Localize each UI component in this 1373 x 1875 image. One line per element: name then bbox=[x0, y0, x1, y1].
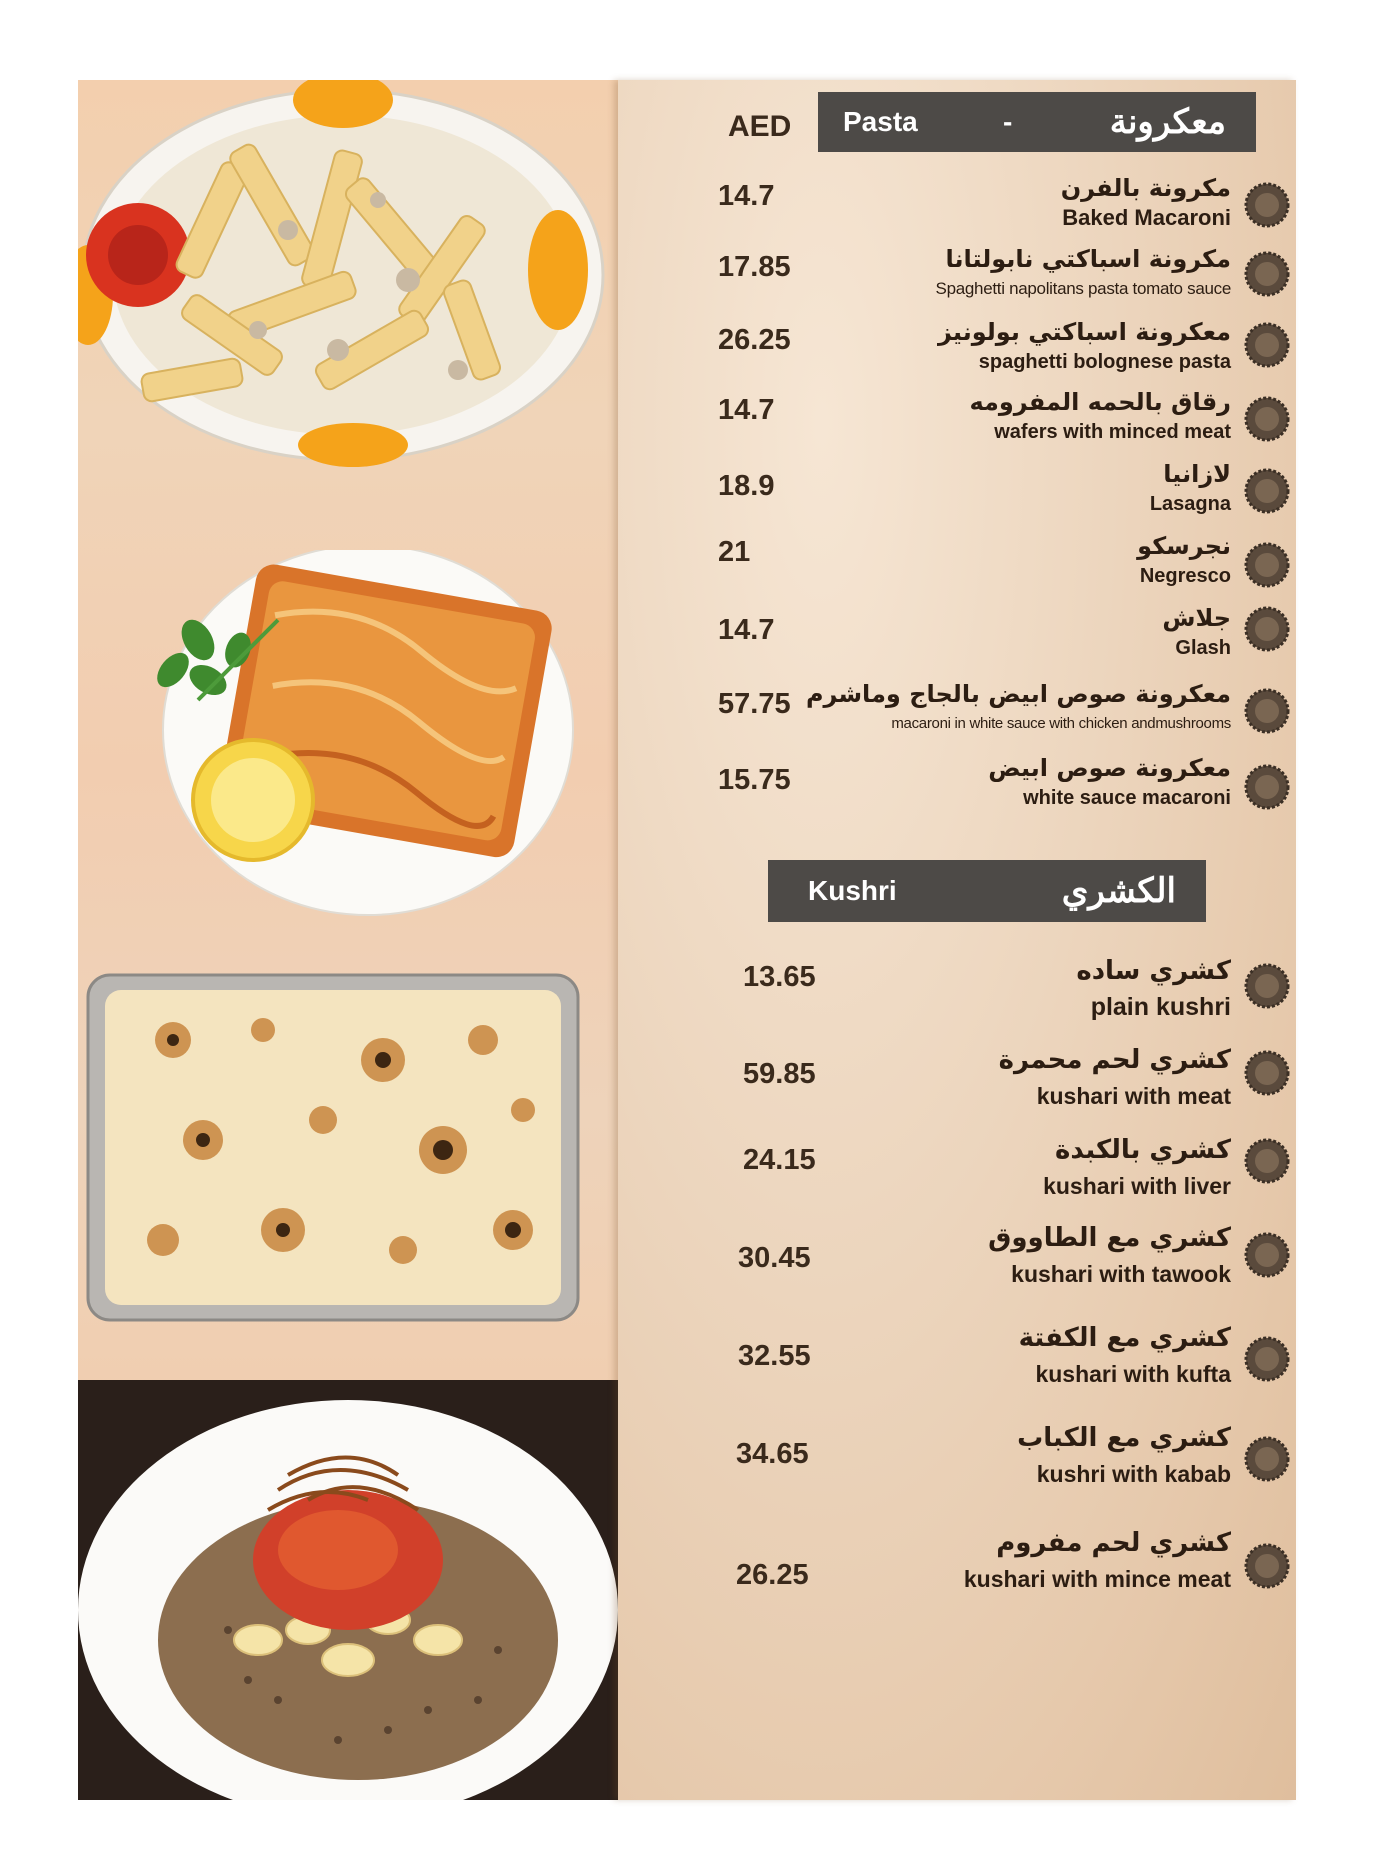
item-name-ar: مكرونة اسباكتي نابولتانا bbox=[945, 245, 1231, 273]
item-name-ar: معكرونة صوص ابيض bbox=[988, 754, 1231, 782]
penne-pasta-photo bbox=[78, 80, 608, 470]
item-names bbox=[969, 386, 1231, 446]
item-price: 18.9 bbox=[718, 470, 775, 502]
item-names bbox=[988, 1220, 1231, 1292]
item-name-ar: نجرسكو bbox=[1137, 532, 1231, 560]
ornament-bullet-icon bbox=[1244, 1336, 1290, 1382]
kushari-photo bbox=[78, 1380, 623, 1800]
ornament-bullet-icon bbox=[1244, 1232, 1290, 1278]
menu-list-panel bbox=[618, 80, 1296, 1800]
pasta-title-en: Pasta bbox=[843, 106, 918, 137]
item-name-en: white sauce macaroni bbox=[1023, 787, 1231, 809]
ornament-bullet-icon bbox=[1244, 1138, 1290, 1184]
item-names bbox=[936, 243, 1231, 303]
currency-label: AED bbox=[728, 110, 792, 143]
item-price: 59.85 bbox=[743, 1058, 816, 1090]
kushri-section-header bbox=[768, 860, 1206, 922]
item-names bbox=[964, 1525, 1231, 1597]
item-name-en: kushari with liver bbox=[1043, 1173, 1231, 1199]
ornament-bullet-icon bbox=[1244, 1436, 1290, 1482]
menu-page bbox=[78, 80, 1296, 1800]
item-name-ar: كشري مع الطاووق bbox=[988, 1223, 1231, 1253]
kushri-title-ar: الكشري bbox=[1061, 872, 1176, 910]
item-name-en: Baked Macaroni bbox=[1062, 205, 1231, 230]
kushri-title-en: Kushri bbox=[808, 875, 897, 906]
item-name-ar: جلاش bbox=[1162, 604, 1231, 632]
item-price: 15.75 bbox=[718, 764, 791, 796]
item-name-ar: كشري مع الكفتة bbox=[1018, 1323, 1231, 1353]
item-name-ar: معكرونة اسباكتي بولونيز bbox=[937, 318, 1231, 346]
item-name-en: spaghetti bolognese pasta bbox=[978, 351, 1231, 373]
ornament-bullet-icon bbox=[1244, 182, 1290, 228]
item-names bbox=[1076, 953, 1231, 1025]
item-price: 30.45 bbox=[738, 1242, 811, 1274]
item-names bbox=[1043, 1132, 1231, 1204]
item-price: 24.15 bbox=[743, 1144, 816, 1176]
item-name-ar: كشري مع الكباب bbox=[1017, 1423, 1231, 1453]
item-name-ar: معكرونة صوص ابيض بالجاج وماشرم bbox=[805, 680, 1231, 708]
ornament-bullet-icon bbox=[1244, 542, 1290, 588]
item-price: 14.7 bbox=[718, 394, 775, 426]
item-name-en: kushari with mince meat bbox=[963, 1566, 1231, 1592]
item-name-en: wafers with minced meat bbox=[994, 421, 1231, 443]
item-name-ar: كشري بالكبدة bbox=[1054, 1135, 1231, 1165]
item-name-ar: كشري لحم مفروم bbox=[996, 1528, 1231, 1558]
item-name-en: kushari with tawook bbox=[1011, 1261, 1231, 1287]
item-names bbox=[1017, 1420, 1231, 1492]
photo-column bbox=[78, 80, 623, 1800]
item-name-en: kushari with kufta bbox=[1035, 1361, 1231, 1387]
ornament-bullet-icon bbox=[1244, 764, 1290, 810]
item-names bbox=[1162, 602, 1231, 662]
item-names bbox=[1137, 530, 1231, 590]
item-name-en: Lasagna bbox=[1149, 493, 1231, 515]
item-name-ar: كشري لحم محمرة bbox=[998, 1045, 1231, 1075]
ornament-bullet-icon bbox=[1244, 963, 1290, 1009]
ornament-bullet-icon bbox=[1244, 1050, 1290, 1096]
ornament-bullet-icon bbox=[1244, 688, 1290, 734]
item-price: 34.65 bbox=[736, 1438, 809, 1470]
item-name-ar: كشري ساده bbox=[1076, 956, 1231, 986]
item-name-en: plain kushri bbox=[1090, 993, 1231, 1021]
item-price: 17.85 bbox=[718, 251, 791, 283]
item-names bbox=[1061, 172, 1231, 232]
item-price: 26.25 bbox=[718, 324, 791, 356]
item-price: 13.65 bbox=[743, 961, 816, 993]
item-names bbox=[938, 316, 1231, 376]
item-price: 14.7 bbox=[718, 180, 775, 212]
item-name-ar: مكرونة بالفرن bbox=[1060, 174, 1231, 202]
baked-macaroni-photo bbox=[83, 970, 583, 1330]
item-price: 32.55 bbox=[738, 1340, 811, 1372]
item-names bbox=[988, 752, 1231, 812]
item-price: 26.25 bbox=[736, 1559, 809, 1591]
ornament-bullet-icon bbox=[1244, 322, 1290, 368]
item-name-en: kushri with kabab bbox=[1036, 1461, 1231, 1487]
item-name-ar: لازانيا bbox=[1163, 460, 1231, 488]
pasta-title-ar: معكرونة bbox=[1109, 103, 1226, 141]
item-name-ar: رقاق بالحمه المفرومه bbox=[969, 388, 1231, 416]
pasta-section-header bbox=[818, 92, 1256, 152]
item-price: 14.7 bbox=[718, 614, 775, 646]
item-price: 21 bbox=[718, 536, 751, 568]
ornament-bullet-icon bbox=[1244, 396, 1290, 442]
item-names bbox=[806, 678, 1231, 738]
item-name-en: Spaghetti napolitans pasta tomato sauce bbox=[935, 279, 1231, 298]
item-names bbox=[999, 1042, 1231, 1114]
ornament-bullet-icon bbox=[1244, 606, 1290, 652]
ornament-bullet-icon bbox=[1244, 1543, 1290, 1589]
item-price: 57.75 bbox=[718, 688, 791, 720]
item-names bbox=[1150, 458, 1231, 518]
pasta-title-separator: - bbox=[1003, 106, 1013, 137]
ornament-bullet-icon bbox=[1244, 468, 1290, 514]
item-names bbox=[1019, 1320, 1231, 1392]
lasagna-photo bbox=[78, 550, 578, 920]
item-name-en: Glash bbox=[1175, 637, 1231, 659]
item-name-en: macaroni in white sauce with chicken andmushrooms bbox=[891, 715, 1231, 732]
item-name-en: kushari with meat bbox=[1036, 1083, 1231, 1109]
ornament-bullet-icon bbox=[1244, 251, 1290, 297]
item-name-en: Negresco bbox=[1139, 565, 1231, 587]
